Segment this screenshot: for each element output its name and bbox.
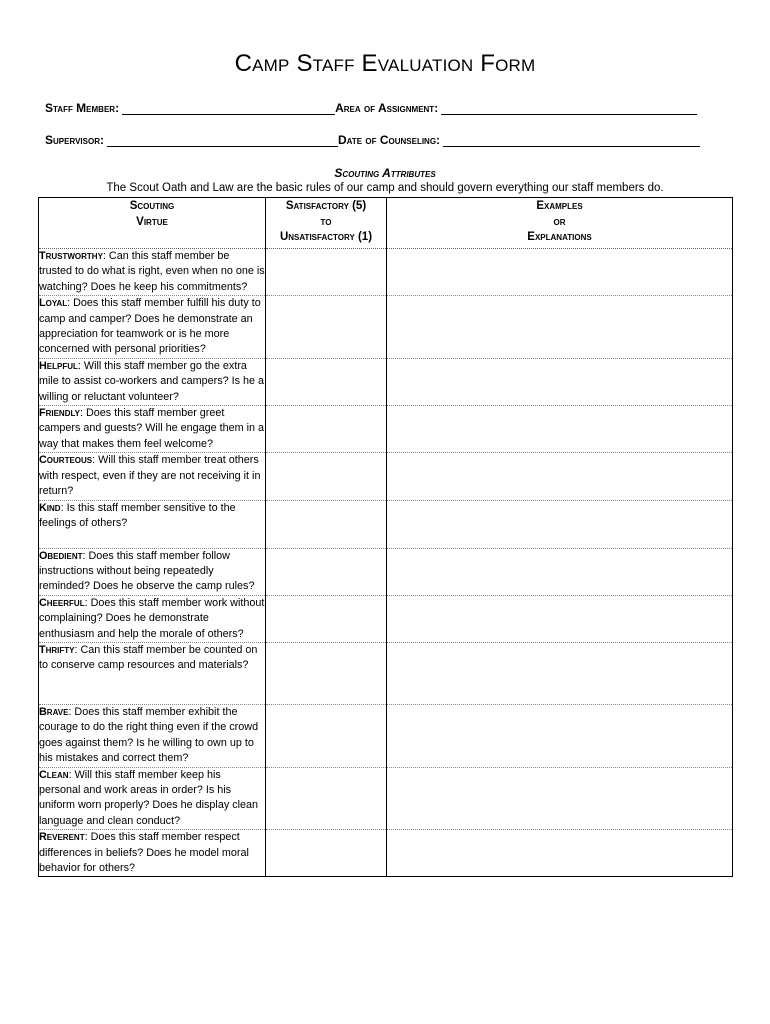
- virtue-cell-reverent: Reverent: Does this staff member respect differences in beliefs? Does he model moral behavior for others?: [39, 830, 266, 877]
- table-row: [39, 296, 733, 359]
- examples-cell-clean[interactable]: [387, 767, 733, 830]
- table-row: [39, 453, 733, 500]
- header-col3-line1: Examples: [536, 200, 583, 212]
- header-col2-line2: to: [320, 215, 332, 228]
- examples-cell-thrifty[interactable]: [387, 642, 733, 704]
- rating-cell-brave[interactable]: [266, 704, 387, 767]
- form-title: Camp Staff Evaluation Form: [234, 50, 536, 77]
- examples-cell-reverent[interactable]: [387, 830, 733, 877]
- evaluation-table: [38, 197, 733, 877]
- table-row: [39, 500, 733, 548]
- table-header-row: [39, 198, 733, 249]
- table-row: [39, 548, 733, 595]
- staff-member-field[interactable]: [122, 102, 335, 115]
- rating-cell-obedient[interactable]: [266, 548, 387, 595]
- area-of-assignment-field[interactable]: [441, 102, 697, 115]
- virtue-cell-helpful: Helpful: Will this staff member go the extra mile to assist co-workers and campers? Is he a willing or reluctant volunteer?: [39, 358, 266, 405]
- header-col3-line2: or: [553, 215, 566, 228]
- virtue-cell-trustworthy: Trustworthy: Can this staff member be trusted to do what is right, even when no one is watching? Does he keep his commitments?: [39, 249, 266, 296]
- header-col3-line3: Explanations: [527, 231, 592, 243]
- staff-member-row: [45, 101, 725, 115]
- virtue-cell-thrifty: Thrifty: Can this staff member be counted on to conserve camp resources and materials?: [39, 642, 266, 704]
- table-row: [39, 249, 733, 296]
- virtue-cell-friendly: Friendly: Does this staff member greet campers and guests? Will he engage them in a way that makes them feel welcome?: [39, 406, 266, 453]
- examples-cell-kind[interactable]: [387, 500, 733, 548]
- rating-cell-thrifty[interactable]: [266, 642, 387, 704]
- rating-cell-kind[interactable]: [266, 500, 387, 548]
- table-row: [39, 358, 733, 405]
- rating-cell-clean[interactable]: [266, 767, 387, 830]
- table-row: [39, 595, 733, 642]
- rating-cell-courteous[interactable]: [266, 453, 387, 500]
- date-of-counseling-field[interactable]: [443, 134, 700, 147]
- header-col1-line2: Virtue: [136, 215, 168, 228]
- table-row: [39, 642, 733, 704]
- header-examples: [387, 198, 733, 249]
- examples-cell-brave[interactable]: [387, 704, 733, 767]
- rating-cell-trustworthy[interactable]: [266, 249, 387, 296]
- virtue-cell-clean: Clean: Will this staff member keep his personal and work areas in order? Is his uniform worn properly? Does he display clean language and clean conduct?: [39, 767, 266, 830]
- examples-cell-trustworthy[interactable]: [387, 249, 733, 296]
- virtue-cell-cheerful: Cheerful: Does this staff member work without complaining? Does he demonstrate enthusiasm and help the morale of others?: [39, 595, 266, 642]
- header-scouting-virtue: [39, 198, 266, 249]
- supervisor-label: Supervisor:: [45, 133, 104, 147]
- table-row: [39, 830, 733, 877]
- table-row: [39, 767, 733, 830]
- examples-cell-cheerful[interactable]: [387, 595, 733, 642]
- intro-text: The Scout Oath and Law are the basic rules of our camp and should govern everything our staff members do.: [106, 182, 664, 194]
- examples-cell-friendly[interactable]: [387, 406, 733, 453]
- examples-cell-obedient[interactable]: [387, 548, 733, 595]
- examples-cell-helpful[interactable]: [387, 358, 733, 405]
- section-title: Scouting Attributes: [334, 166, 436, 180]
- rating-cell-helpful[interactable]: [266, 358, 387, 405]
- header-col1-line1: Scouting: [129, 200, 175, 212]
- rating-cell-cheerful[interactable]: [266, 595, 387, 642]
- rating-cell-loyal[interactable]: [266, 296, 387, 359]
- supervisor-field[interactable]: [107, 134, 338, 147]
- virtue-cell-kind: Kind: Is this staff member sensitive to the feelings of others?: [39, 500, 266, 548]
- header-rating: [266, 198, 387, 249]
- examples-cell-courteous[interactable]: [387, 453, 733, 500]
- rating-cell-friendly[interactable]: [266, 406, 387, 453]
- rating-cell-reverent[interactable]: [266, 830, 387, 877]
- table-row: [39, 704, 733, 767]
- area-of-assignment-label: Area of Assignment:: [335, 101, 439, 115]
- date-of-counseling-label: Date of Counseling:: [337, 133, 441, 147]
- staff-member-label: Staff Member:: [45, 101, 120, 115]
- virtue-cell-courteous: Courteous: Will this staff member treat others with respect, even if they are not receiving it in return?: [39, 453, 266, 500]
- virtue-cell-obedient: Obedient: Does this staff member follow instructions without being repeatedly reminded? Does he observe the camp rules?: [39, 548, 266, 595]
- virtue-cell-brave: Brave: Does this staff member exhibit the courage to do the right thing even if the crowd goes against them? Is he willing to own up to his mistakes and correct them?: [39, 704, 266, 767]
- header-col2-line1: Satisfactory (5): [285, 200, 367, 212]
- virtue-cell-loyal: Loyal: Does this staff member fulfill his duty to camp and camper? Does he demonstrate an appreciation for teamwork or is he more concerned with personal priorities?: [39, 296, 266, 359]
- supervisor-row: [45, 133, 725, 147]
- table-row: [39, 406, 733, 453]
- examples-cell-loyal[interactable]: [387, 296, 733, 359]
- header-col2-line3: Unsatisfactory (1): [279, 231, 373, 243]
